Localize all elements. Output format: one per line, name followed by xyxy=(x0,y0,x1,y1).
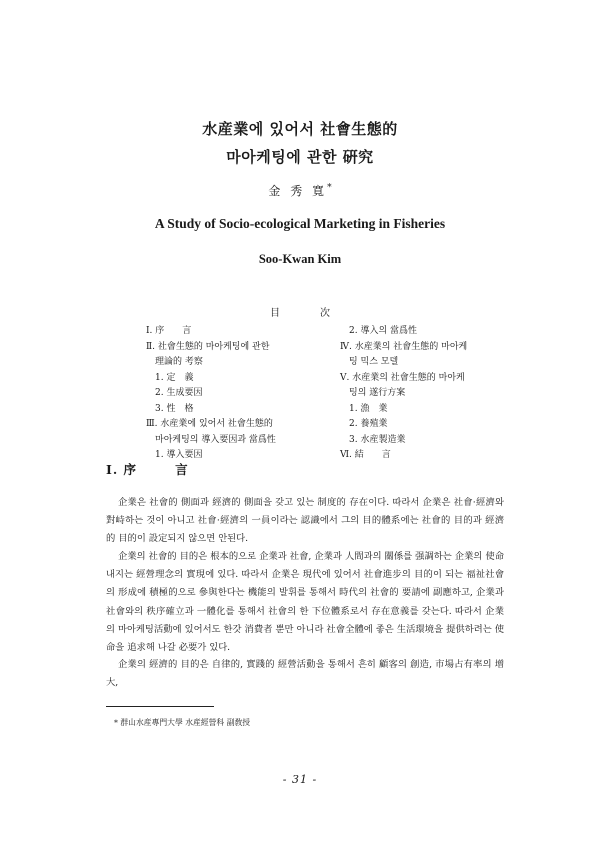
paragraph-text: 企業의 社會的 目的은 根本的으로 企業과 社會, 企業과 人間과의 關係를 强調하는 企業의 使命 내지는 經營理念의 實現에 있다. 따라서 企業은 現代에 있어서 社會進步의 目的이 되는 福祉社會의 形成에 積極的으로 參與한다는 機能의 발휘를 통해서 時代의 社會的 要請에 副應하고, 企業과 社會와의 秩序確立과 一體化를 통해서 社會의 한 下位體系로서 存在意義를 갖는다. 따라서 企業의 마아케팅活動에 있어서도 한갓 消費者 뿐만 아니라 社會全體에 좋은 生活環境을 提供하려는 使命을 追求해 나갈 必要가 있다. xyxy=(106,551,504,654)
toc-right-column xyxy=(340,324,470,464)
toc-item: 2. 導入의 當爲性 xyxy=(340,326,418,336)
toc-item: 마아케팅의 導入要因과 當爲性 xyxy=(146,434,276,445)
toc-heading-left: 目 xyxy=(270,308,280,319)
toc-item: 1. 漁 業 xyxy=(340,403,388,414)
toc-item: Ⅱ. 社會生態的 마아케팅에 관한 xyxy=(146,341,270,352)
toc-item: 3. 水産製造業 xyxy=(340,434,406,445)
toc-item: 3. 性 格 xyxy=(146,403,194,414)
toc-item: Ⅵ. 結 言 xyxy=(340,450,391,460)
toc-item: 팅의 遂行方案 xyxy=(340,388,406,398)
paragraph-text: 企業은 社會的 側面과 經濟的 側面을 갖고 있는 制度的 存在이다. 따라서 企業은 社會·經濟와 對峙하는 것이 아니고 社會·經濟의 一員이라는 認識에서 그의 目的體系에는 社會的 目的과 經濟的 目的이 設定되지 않으면 안된다. xyxy=(106,497,504,545)
paragraph-text: 企業의 經濟的 目的은 自律的, 實踐的 經營活動을 통해서 흔히 顧客의 創造, 市場占有率의 增大, xyxy=(106,659,504,689)
author-korean xyxy=(0,182,600,199)
footnote: * 群山水産專門大學 水産經營科 副敎授 xyxy=(114,718,251,727)
page-number: - 31 - xyxy=(282,773,318,786)
title-english: A Study of Socio-ecological Marketing in Fisheries xyxy=(154,216,446,231)
author-name: 金 秀 寬 xyxy=(268,184,328,198)
body-paragraph-3 xyxy=(106,656,504,692)
section-number: Ⅰ. 序 xyxy=(106,462,138,477)
author-footnote-mark: * xyxy=(327,183,332,193)
toc-item: Ⅰ. 序 言 xyxy=(146,326,192,336)
footnote-divider xyxy=(106,706,214,707)
toc-item: 팅 믹스 모델 xyxy=(340,357,399,367)
toc-item: Ⅴ. 水産業의 社會生態的 마아케 xyxy=(340,372,465,383)
title-korean-line1: 水産業에 있어서 社會生態的 xyxy=(202,120,398,138)
toc-item: 2. 養殖業 xyxy=(340,419,388,429)
toc-item: 理論的 考察 xyxy=(146,357,203,367)
section-heading xyxy=(106,460,189,478)
toc-item: Ⅲ. 水産業에 있어서 社會生態的 xyxy=(146,419,273,429)
body-paragraph-1 xyxy=(106,494,504,549)
toc-heading-right: 次 xyxy=(320,308,330,319)
author-english: Soo-Kwan Kim xyxy=(258,252,342,266)
toc-item: 1. 導入要因 xyxy=(146,450,203,460)
toc-heading xyxy=(270,304,330,319)
body-paragraph-2 xyxy=(106,548,504,657)
toc-left-column xyxy=(146,324,326,464)
title-korean-line2: 마아케팅에 관한 硏究 xyxy=(226,148,374,166)
toc-item: 1. 定 義 xyxy=(146,372,194,383)
toc-item: 2. 生成要因 xyxy=(146,388,203,398)
section-title: 言 xyxy=(175,462,189,477)
toc-item: Ⅳ. 水産業의 社會生態的 마아케 xyxy=(340,341,468,352)
